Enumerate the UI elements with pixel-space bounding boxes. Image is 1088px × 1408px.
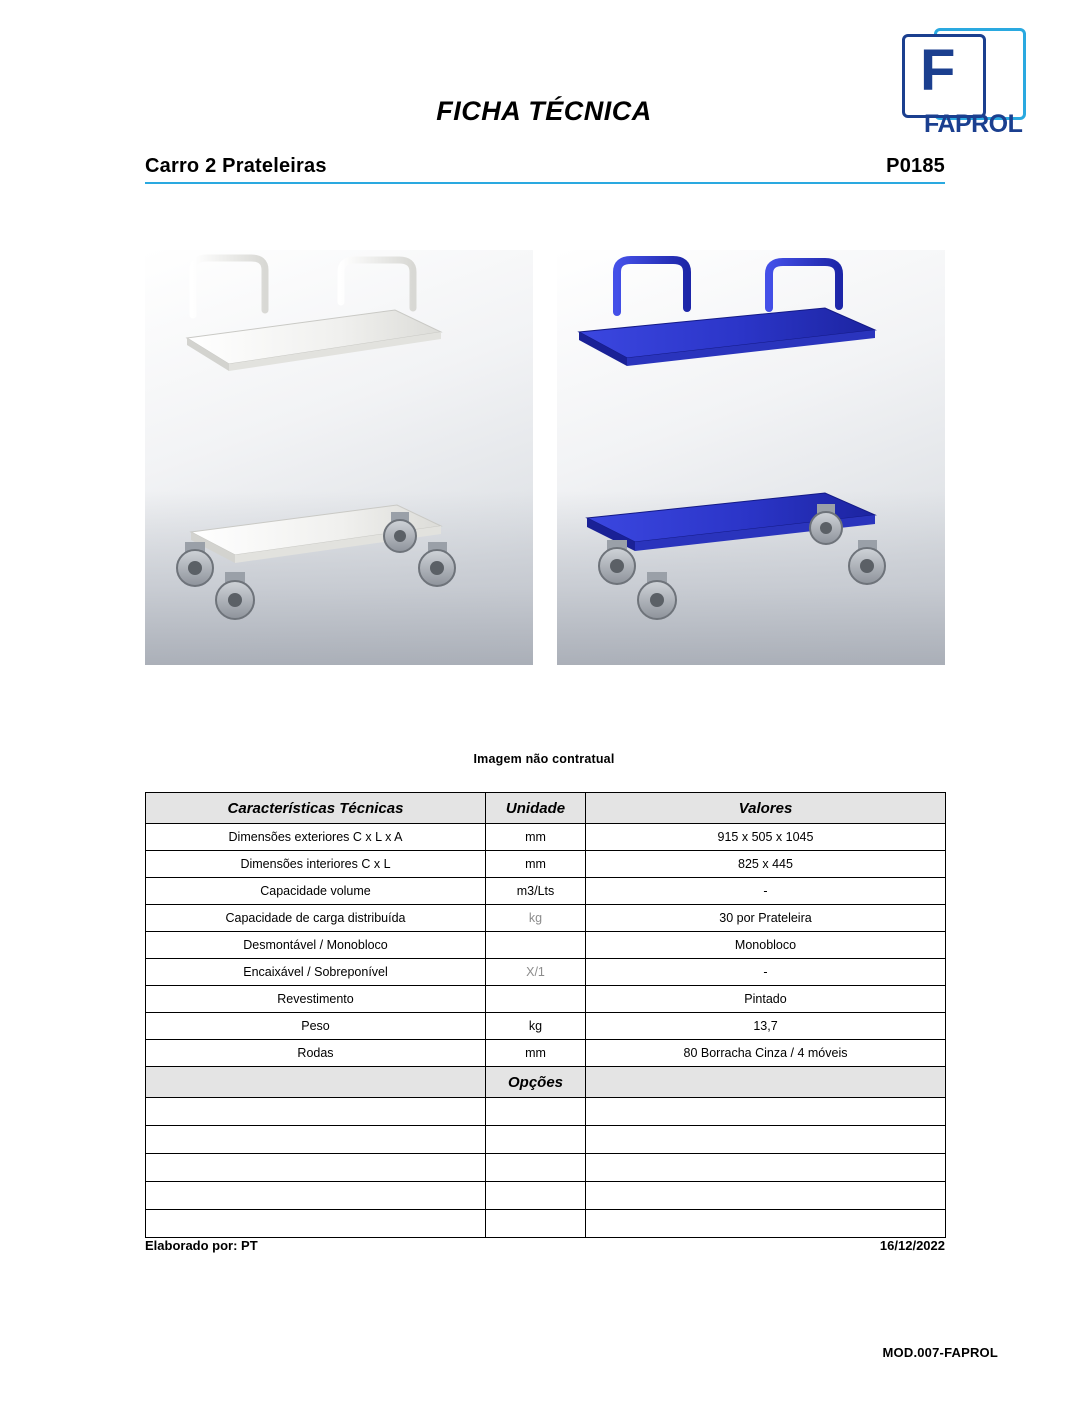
row-unit bbox=[486, 1154, 586, 1182]
row-name: Desmontável / Monobloco bbox=[146, 932, 486, 959]
row-value: 915 x 505 x 1045 bbox=[586, 824, 946, 851]
row-unit: mm bbox=[486, 824, 586, 851]
row-value: - bbox=[586, 959, 946, 986]
row-unit: kg bbox=[486, 905, 586, 932]
row-name: Dimensões interiores C x L bbox=[146, 851, 486, 878]
row-value: Monobloco bbox=[586, 932, 946, 959]
table-row bbox=[146, 959, 946, 986]
logo-letter: F bbox=[920, 38, 954, 103]
table-row bbox=[146, 1182, 946, 1210]
table-row bbox=[146, 986, 946, 1013]
row-name bbox=[146, 1126, 486, 1154]
product-code: P0185 bbox=[886, 155, 945, 177]
table-section-options bbox=[146, 1067, 946, 1098]
options-header: Opções bbox=[486, 1067, 586, 1098]
row-name: Rodas bbox=[146, 1040, 486, 1067]
footer-date: 16/12/2022 bbox=[879, 1238, 945, 1253]
row-value bbox=[586, 1154, 946, 1182]
row-value: 80 Borracha Cinza / 4 móveis bbox=[586, 1040, 946, 1067]
table-row bbox=[146, 1013, 946, 1040]
row-unit: m3/Lts bbox=[486, 878, 586, 905]
table-header-row bbox=[146, 793, 946, 824]
row-name: Dimensões exteriores C x L x A bbox=[146, 824, 486, 851]
row-unit: X/1 bbox=[486, 959, 586, 986]
table-row bbox=[146, 851, 946, 878]
blue-cart-illustration bbox=[557, 250, 945, 665]
row-unit bbox=[486, 986, 586, 1013]
row-value bbox=[586, 1126, 946, 1154]
row-value bbox=[586, 1098, 946, 1126]
row-name bbox=[146, 1154, 486, 1182]
row-value: - bbox=[586, 878, 946, 905]
row-value: 30 por Prateleira bbox=[586, 905, 946, 932]
row-value bbox=[586, 1210, 946, 1238]
header-characteristics: Características Técnicas bbox=[146, 793, 486, 824]
table-row bbox=[146, 1210, 946, 1238]
row-value: 13,7 bbox=[586, 1013, 946, 1040]
product-name: Carro 2 Prateleiras bbox=[145, 155, 327, 177]
product-header bbox=[145, 155, 945, 184]
footer-author: Elaborado por: PT bbox=[145, 1238, 258, 1253]
product-photo-blue bbox=[557, 250, 945, 665]
row-value bbox=[586, 1182, 946, 1210]
footer bbox=[145, 1238, 945, 1253]
logo-wordmark: FAPROL bbox=[924, 110, 1023, 138]
row-value: 825 x 445 bbox=[586, 851, 946, 878]
options-blank-right bbox=[586, 1067, 946, 1098]
row-name: Capacidade volume bbox=[146, 878, 486, 905]
spec-table-body bbox=[146, 793, 946, 1238]
table-row bbox=[146, 1126, 946, 1154]
product-photo-white bbox=[145, 250, 533, 665]
table-row bbox=[146, 1154, 946, 1182]
table-row bbox=[146, 824, 946, 851]
row-unit bbox=[486, 1182, 586, 1210]
row-name: Capacidade de carga distribuída bbox=[146, 905, 486, 932]
row-name: Revestimento bbox=[146, 986, 486, 1013]
spec-table bbox=[145, 792, 946, 1238]
row-unit: kg bbox=[486, 1013, 586, 1040]
table-row bbox=[146, 878, 946, 905]
row-unit bbox=[486, 932, 586, 959]
row-unit bbox=[486, 1210, 586, 1238]
row-name bbox=[146, 1098, 486, 1126]
table-row bbox=[146, 932, 946, 959]
image-caption: Imagem não contratual bbox=[473, 752, 615, 766]
table-row bbox=[146, 905, 946, 932]
row-unit bbox=[486, 1126, 586, 1154]
header-values: Valores bbox=[586, 793, 946, 824]
header-unit: Unidade bbox=[486, 793, 586, 824]
options-blank-left bbox=[146, 1067, 486, 1098]
footer-mod-code: MOD.007-FAPROL bbox=[882, 1345, 998, 1360]
row-value: Pintado bbox=[586, 986, 946, 1013]
row-unit bbox=[486, 1098, 586, 1126]
table-row bbox=[146, 1040, 946, 1067]
white-cart-illustration bbox=[145, 250, 533, 665]
row-name: Encaixável / Sobreponível bbox=[146, 959, 486, 986]
table-row bbox=[146, 1098, 946, 1126]
page-title: FICHA TÉCNICA bbox=[436, 96, 652, 126]
row-name bbox=[146, 1182, 486, 1210]
row-name bbox=[146, 1210, 486, 1238]
row-name: Peso bbox=[146, 1013, 486, 1040]
spec-table-wrapper bbox=[145, 792, 945, 1238]
product-images bbox=[145, 250, 945, 665]
row-unit: mm bbox=[486, 851, 586, 878]
row-unit: mm bbox=[486, 1040, 586, 1067]
